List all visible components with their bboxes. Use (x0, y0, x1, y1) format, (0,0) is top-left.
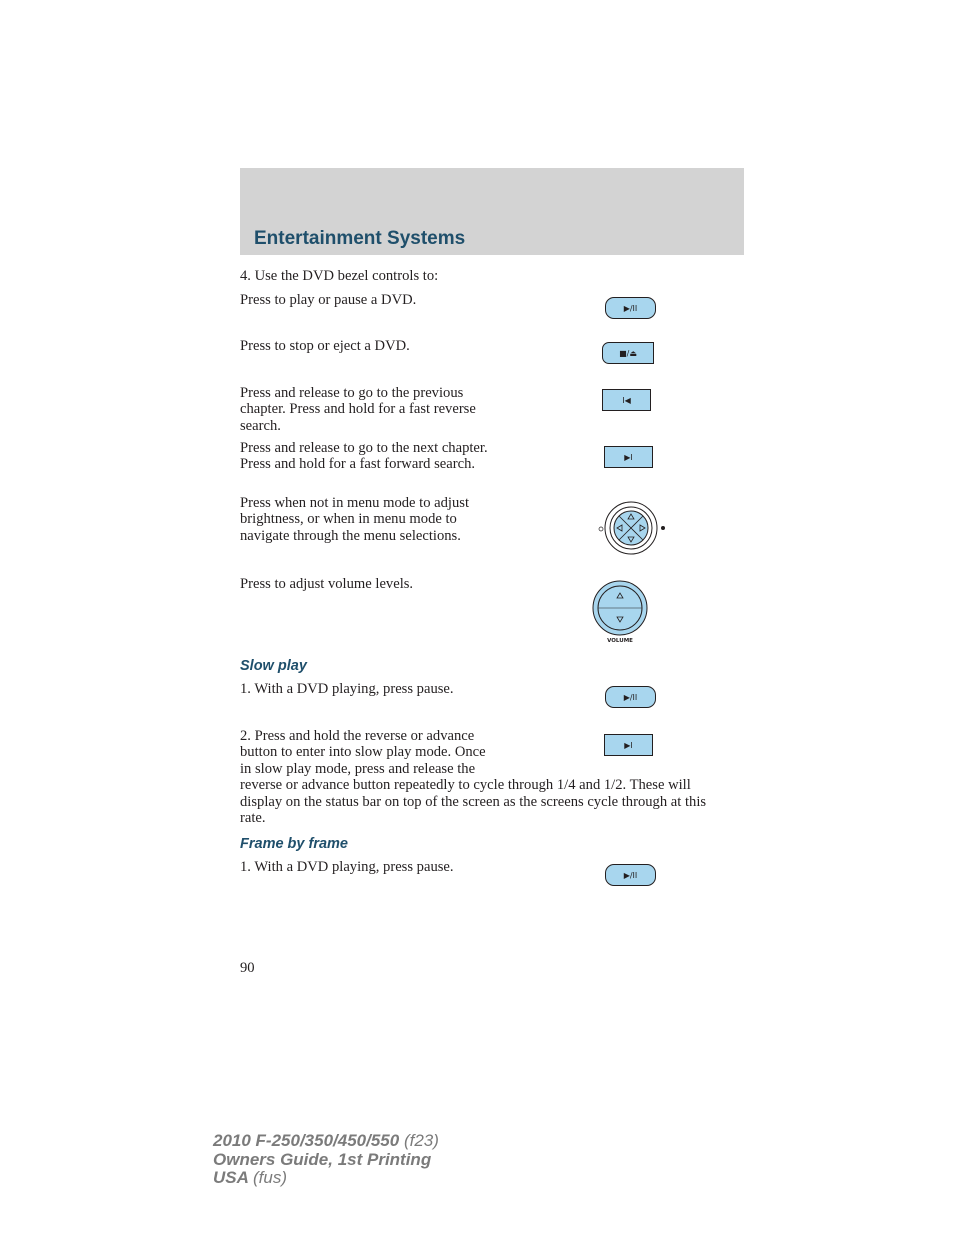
play-pause-icon: ▶/II (605, 297, 656, 319)
volume-knob-icon (590, 578, 650, 646)
frame-by-frame-step-1: 1. With a DVD playing, press pause. (240, 859, 454, 875)
slow-play-step-2-text: 2. Press and hold the reverse or advance button to enter into slow play mode. Once in slow play mode, press and release the reverse or advance button repeatedly to cycle through 1/4 and 1/2. These will display on the status bar on top of the screen as the screens cycle through at this rate. (240, 728, 707, 827)
footer-guide: Owners Guide, 1st Printing (213, 1149, 432, 1169)
text-wrap-spacer (500, 728, 730, 776)
next-chapter-icon: ▶I (604, 734, 653, 756)
next-chapter-icon: ▶I (604, 446, 653, 468)
slow-play-step-2 (240, 728, 730, 826)
control-text-stop-eject: Press to stop or eject a DVD. (240, 338, 410, 354)
previous-chapter-icon: I◀ (602, 389, 651, 411)
play-pause-icon: ▶/II (605, 864, 656, 886)
footer-model: 2010 F-250/350/450/550 (213, 1131, 400, 1150)
control-text-volume: Press to adjust volume levels. (240, 576, 414, 592)
control-text-play-pause: Press to play or pause a DVD. (240, 292, 417, 308)
intro-text: 4. Use the DVD bezel controls to: (240, 268, 439, 284)
volume-label: VOLUME (607, 638, 633, 644)
control-text-navigation: Press when not in menu mode to adjust brightness, or when in menu mode to navigate through the menu selections. (240, 495, 470, 544)
stop-eject-icon: ■/⏏ (602, 342, 654, 364)
footer-market: USA (213, 1168, 249, 1187)
section-title: Entertainment Systems (254, 228, 466, 249)
frame-by-frame-heading: Frame by frame (240, 836, 348, 852)
control-text-previous: Press and release to go to the previous chapter. Press and hold for a fast reverse search. (240, 385, 476, 434)
slow-play-heading: Slow play (240, 658, 307, 674)
slow-play-step-1: 1. With a DVD playing, press pause. (240, 681, 454, 697)
control-text-next: Press and release to go to the next chapter. Press and hold for a fast forward search. (240, 440, 488, 473)
play-pause-icon: ▶/II (605, 686, 656, 708)
footer-market-code: (fus) (253, 1168, 287, 1187)
footer-model-code: (f23) (403, 1131, 439, 1150)
footer (213, 1132, 439, 1188)
navigation-pad-icon (594, 500, 668, 558)
page-number: 90 (240, 960, 255, 976)
